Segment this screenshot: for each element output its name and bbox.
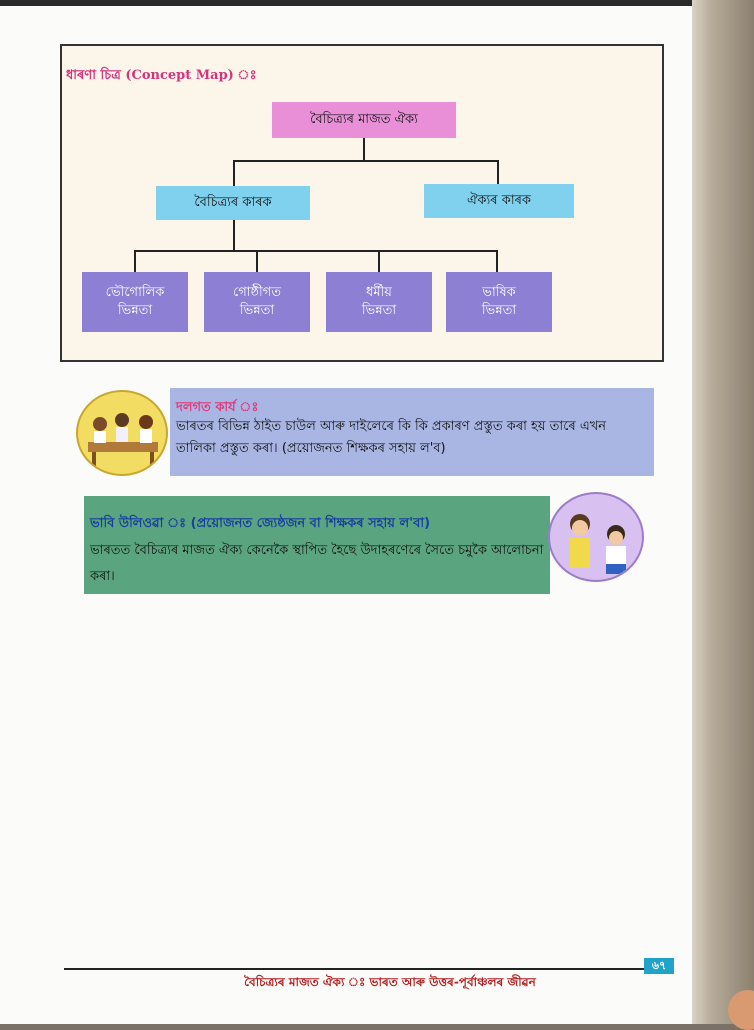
think-text: ভাৰতত বৈচিত্ৰ্যৰ মাজত ঐক্য কেনেকৈ স্থাপিত হৈছে উদাহৰণেৰে সৈতে চমুকৈ আলোচনা কৰা। (90, 543, 544, 584)
connector (496, 250, 498, 272)
group-work-illustration (76, 390, 168, 476)
connector (233, 160, 235, 186)
think-title: ভাবি উলিওৱা ঃ (প্ৰয়োজনত জ্যেষ্ঠজন বা শিক্ষকৰ সহায় ল'বা) (90, 516, 431, 531)
page-gutter-shadow (692, 0, 754, 1024)
group-work-title: দলগত কাৰ্য ঃ (176, 400, 259, 415)
finger-edge (728, 990, 754, 1030)
concept-root-node: বৈচিত্ৰ্যৰ মাজত ঐক্য (272, 102, 456, 138)
leaf-geographic: ভৌগোলিক ভিন্নতা (82, 272, 188, 332)
footer-text: বৈচিত্ৰ্যৰ মাজত ঐক্য ঃ ভাৰত আৰু উত্তৰ-পূৰ্বাঞ্চলৰ জীৱন (244, 975, 536, 989)
page-number: ৬৭ (644, 958, 674, 974)
diversity-factors-node: বৈচিত্ৰ্যৰ কাৰক (156, 186, 310, 220)
leaf-religious: ধৰ্মীয় ভিন্নতা (326, 272, 432, 332)
connector (233, 220, 235, 250)
connector (134, 250, 498, 252)
connector (256, 250, 258, 272)
leaf-linguistic: ভাষিক ভিন্নতা (446, 272, 552, 332)
connector (363, 138, 365, 160)
footer-rule (64, 968, 654, 970)
connector (134, 250, 136, 272)
group-work-text: ভাৰতৰ বিভিন্ন ঠাইত চাউল আৰু দাইলেৰে কি কি প্ৰকাৰণ প্ৰস্তুত কৰা হয় তাৰে এখন তালিকা প্ৰস্তুত কৰা। (প্ৰয়োজনত শিক্ষকৰ সহায় ল'ব) (176, 419, 607, 456)
concept-map-title: ধাৰণা চিত্ৰ (Concept Map) ঃ (66, 68, 257, 83)
connector (497, 160, 499, 184)
connector (233, 160, 499, 162)
leaf-ethnic: গোষ্ঠীগত ভিন্নতা (204, 272, 310, 332)
think-illustration (548, 492, 644, 582)
unity-factors-node: ঐক্যৰ কাৰক (424, 184, 574, 218)
connector (378, 250, 380, 272)
